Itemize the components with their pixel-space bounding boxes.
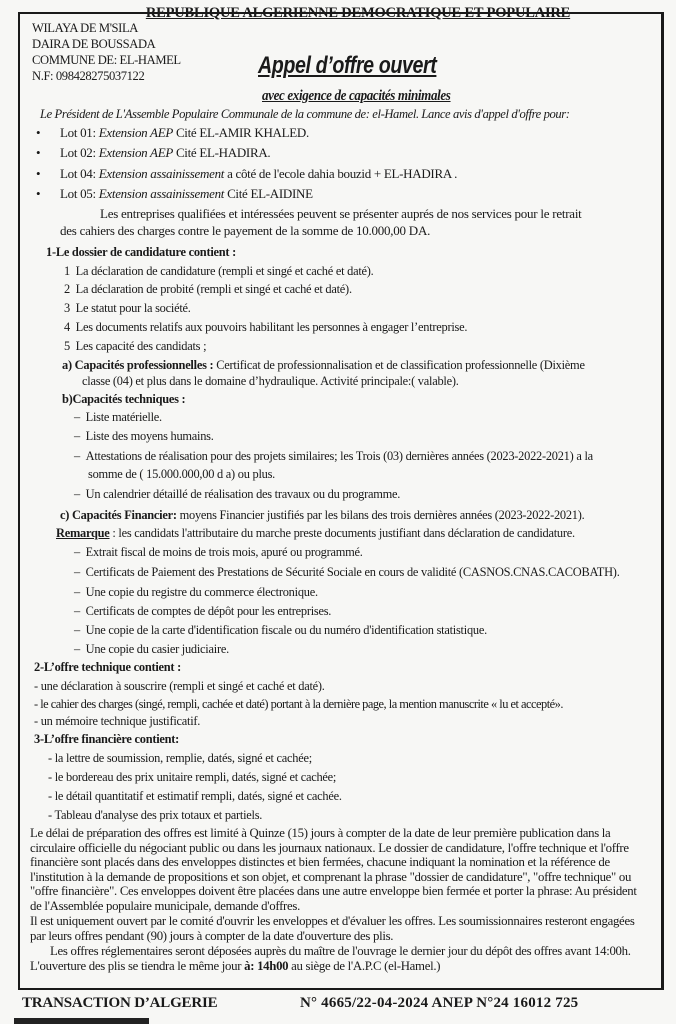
bullet-icon: • (36, 125, 41, 140)
closing-paragraph-3: Les offres réglementaires seront déposées auprès du maître de l'ouvrage le dernier jour du dépôt des offres avant 14:00h. L'ouverture des plis se tiendra le même jour à: 14h00 au siège de l'A.P.C (el-Hamel.) (30, 944, 631, 973)
remarque-item: – Certificats de comptes de dépôt pour les entreprises. (74, 604, 332, 618)
technical-offer-item: - une déclaration à souscrire (rempli et singé et caché et daté). (34, 679, 325, 693)
print-smear (14, 1018, 149, 1024)
notice-title: Appel d’offre ouvert (258, 52, 437, 79)
daira: DAIRA DE BOUSSADA (32, 37, 156, 51)
dossier-item: 5 Les capacité des candidats ; (64, 339, 207, 353)
remarque-item: – Une copie de la carte d'identification fiscale ou du numéro d'identification statistique. (74, 623, 487, 637)
retrait-line-2: des cahiers des charges contre le payement de la somme de 10.000,00 DA. (60, 223, 431, 238)
intro-text: Le Président de L'Assemble Populaire Communale de la commune de: el-Hamel. Lance avis d'appel d'offre pour: (40, 107, 570, 121)
technical-item: – Liste matérielle. (74, 410, 162, 424)
capacity-technical-title: b)Capacités techniques : (62, 392, 186, 406)
remarque: Remarque : les candidats l'attributaire du marche preste documents justifiant dans déclaration de candidature. (56, 526, 575, 540)
financial-offer-item: - Tableau d'analyse des prix totaux et partiels. (48, 808, 263, 822)
dossier-item: 1 La déclaration de candidature (rempli et singé et caché et daté). (64, 264, 374, 278)
section1-title: 1-Le dossier de candidature contient : (46, 245, 237, 259)
financial-offer-item: - la lettre de soumission, remplie, datés, signé et cachée; (48, 751, 312, 765)
remarque-item: – Une copie du registre du commerce électronique. (74, 585, 318, 599)
notice-subtitle: avec exigence de capacités minimales (262, 88, 451, 104)
capacity-professional-cont: classe (04) et plus dans le domaine d’hydraulique. Activité principale:( valable). (82, 374, 459, 388)
technical-item: – Liste des moyens humains. (74, 429, 214, 443)
closing-paragraph-2: Il est uniquement ouvert par le comité d'ouvrir les enveloppes et d'évaluer les offres. Les soumissionnaires resteront engagées par leurs offres pendant (90) jours à compter de la date d'ouverture des plis. (30, 914, 635, 943)
technical-item-cont: somme de ( 15.000.000,00 d a) ou plus. (88, 467, 276, 481)
publication-reference: N° 4665/22-04-2024 ANEP N°24 16012 725 (300, 995, 579, 1011)
bullet-icon: • (36, 145, 41, 160)
financial-offer-item: - le détail quantitatif et estimatif rempli, datés, signé et cachée. (48, 789, 342, 803)
remarque-item: – Extrait fiscal de moins de trois mois, apuré ou programmé. (74, 545, 363, 559)
dossier-item: 3 Le statut pour la société. (64, 301, 191, 315)
dossier-item: 4 Les documents relatifs aux pouvoirs habilitant les personnes à engager l’entreprise. (64, 320, 468, 334)
tax-number: N.F: 098428275037122 (32, 69, 145, 83)
lot-item: • Lot 01: Extension AEP Cité EL-AMIR KHALED. (36, 125, 309, 140)
republic-heading: REPUBLIQUE ALGERIENNE DEMOCRATIQUE ET POPULAIRE (145, 5, 571, 21)
capacity-financial: c) Capacités Financier: moyens Financier justifiés par les bilans des trois dernières années (2023-2022-2021). (60, 508, 585, 522)
technical-item: – Un calendrier détaillé de réalisation des travaux ou du programme. (74, 487, 401, 501)
commune: COMMUNE DE: EL-HAMEL (32, 53, 181, 67)
financial-offer-item: - le bordereau des prix unitaire rempli, datés, signé et cachée; (48, 770, 337, 784)
issuer-block (32, 20, 181, 84)
bullet-icon: • (36, 186, 41, 201)
lot-item: • Lot 05: Extension assainissement Cité EL-AIDINE (36, 186, 313, 201)
wilaya: WILAYA DE M'SILA (32, 21, 138, 35)
section2-title: 2-L’offre technique contient : (34, 660, 182, 674)
bullet-icon: • (36, 166, 41, 181)
lot-item: • Lot 02: Extension AEP Cité EL-HADIRA. (36, 145, 271, 160)
lot-item: • Lot 04: Extension assainissement a côté de l'ecole dahia bouzid + EL-HADIRA . (36, 166, 458, 181)
technical-offer-item: - le cahier des charges (singé, rempli, cachée et daté) portant à la dernière page, la mention manuscrite « lu et accepté». (34, 697, 563, 711)
remarque-item: – Une copie du casier judiciaire. (74, 642, 229, 656)
technical-item: – Attestations de réalisation pour des projets similaires; les Trois (03) dernières années (2023-2022-2021) a la (74, 449, 593, 463)
closing-paragraph-1: Le délai de préparation des offres est limité à Quinze (15) jours à compter de la date de leur première publication dans la circulaire officielle du négociant public ou dans les journaux nationaux. Le dossier de candidature, l'offre technique et l'offre financière sont placés dans des enveloppes distinctes et bien fermées, chacune indiquant la nomination et la référence de l'institution à la demande de propositions et son objet, et comprenant la phrase "dossier de candidature", "offre technique" ou "offre financière". Ces enveloppes doivent être placées dans une autre enveloppe bien fermée et porter la phrase: Au président de l'Assemblée populaire municipale, demande d'offres. (30, 826, 637, 913)
dossier-item: 2 La déclaration de probité (rempli et singé et caché et daté). (64, 282, 352, 296)
publication-name: TRANSACTION D’ALGERIE (22, 995, 218, 1011)
technical-offer-item: - un mémoire technique justificatif. (34, 714, 201, 728)
capacity-professional: a) Capacités professionnelles : Certificat de professionnalisation et de classification professionnelle (Dixième (62, 358, 585, 372)
remarque-item: – Certificats de Paiement des Prestations de Sécurité Sociale en cours de validité (CASNOS.CNAS.CACOBATH). (74, 565, 620, 579)
retrait-line-1: Les entreprises qualifiées et intéressées peuvent se présenter auprés de nos services pour le retrait (100, 206, 582, 221)
section3-title: 3-L’offre financière contient: (34, 732, 180, 746)
